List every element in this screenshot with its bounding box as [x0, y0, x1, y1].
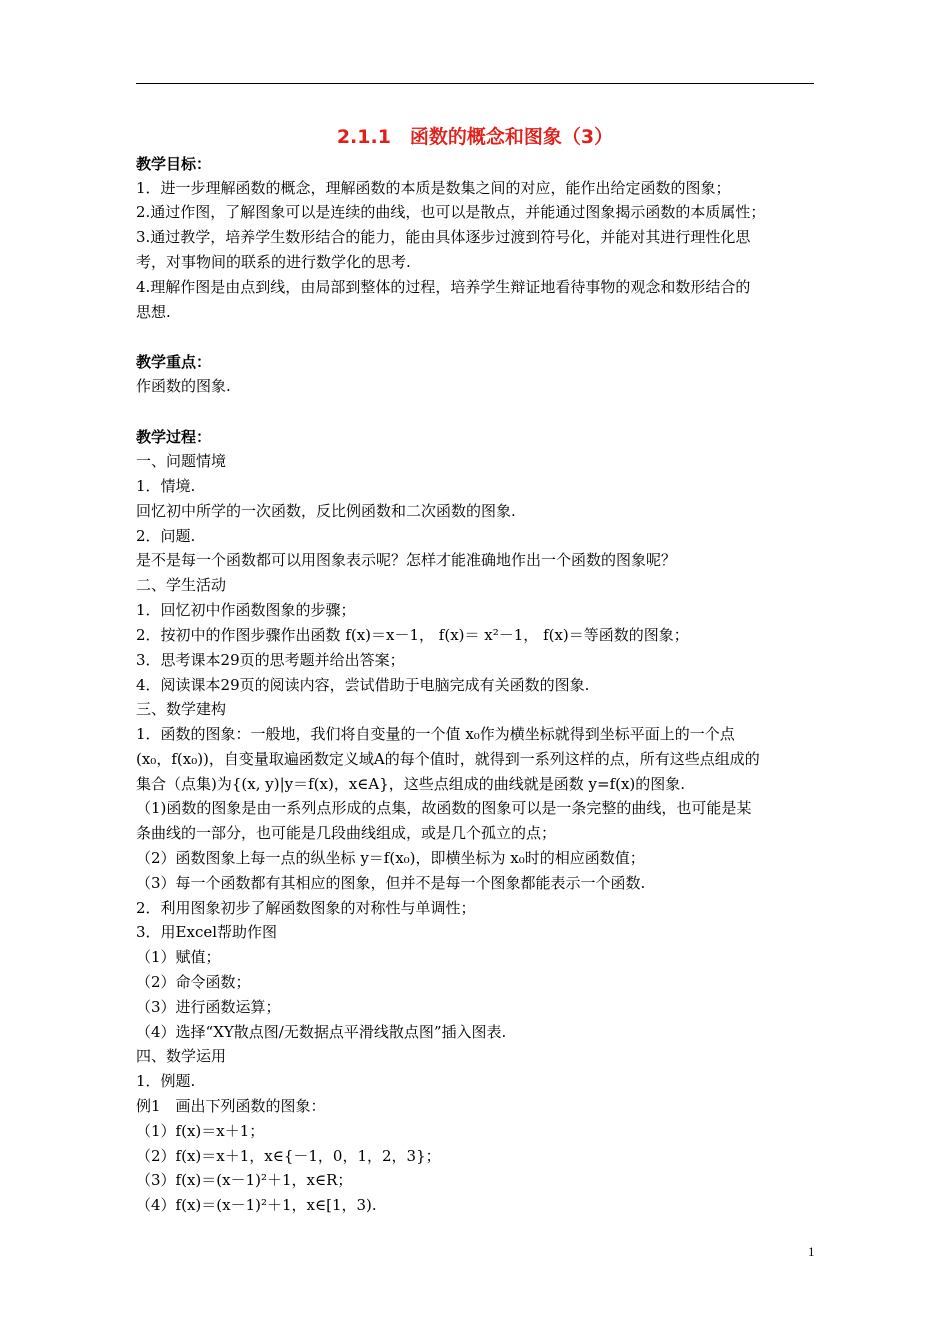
text-line: 1．情境. — [136, 477, 196, 495]
text-line: 1．回忆初中作函数图象的步骤； — [136, 601, 356, 619]
text-line: （2）命令函数； — [136, 973, 251, 991]
text-line: 3．用Excel帮助作图 — [136, 923, 278, 941]
text-line: （3）f(x)＝(x－1)²＋1，x∈R； — [136, 1171, 353, 1189]
text-line: 一、问题情境 — [136, 452, 227, 470]
text-line: 2．按初中的作图步骤作出函数 f(x)＝x－1， f(x)＝ x²－1， f(x)＝等函数的图象； — [136, 626, 689, 644]
text-line: 是不是每一个函数都可以用图象表示呢？怎样才能准确地作出一个函数的图象呢？ — [136, 551, 677, 569]
text-line: （4）选择“XY散点图/无数据点平滑线散点图”插入图表. — [136, 1023, 507, 1041]
text-line: （3）进行函数运算； — [136, 998, 281, 1016]
text-line: （1）赋值； — [136, 948, 221, 966]
text-line: 条曲线的一部分，也可能是几段曲线组成，或是几个孤立的点； — [136, 824, 557, 842]
section-heading: 教学目标： — [136, 155, 212, 173]
header-rule — [136, 83, 814, 84]
text-line: 例1 画出下列函数的图象： — [136, 1097, 326, 1115]
text-line: 2．利用图象初步了解函数图象的对称性与单调性； — [136, 899, 476, 917]
text-line: 4.理解作图是由点到线，由局部到整体的过程，培养学生辩证地看待事物的观念和数形结合的 — [136, 278, 751, 296]
text-line: （2）函数图象上每一点的纵坐标 y＝f(x₀)，即横坐标为 x₀时的相应函数值； — [136, 849, 645, 867]
text-line: 2．问题. — [136, 527, 196, 545]
text-line: 思想. — [136, 303, 171, 321]
text-line: 作函数的图象. — [136, 377, 231, 395]
text-line: 3.通过教学，培养学生数形结合的能力，能由具体逐步过渡到符号化，并能对其进行理性化思 — [136, 228, 751, 246]
text-line: 1．函数的图象：一般地，我们将自变量的一个值 x₀作为横坐标就得到坐标平面上的一个点 — [136, 725, 735, 743]
text-line: （4）f(x)＝(x－1)²＋1，x∈[1，3). — [136, 1196, 377, 1214]
text-line: 二、学生活动 — [136, 576, 227, 594]
section-heading: 教学重点： — [136, 353, 212, 371]
section-heading: 教学过程： — [136, 428, 212, 446]
text-line: 1．例题. — [136, 1072, 196, 1090]
text-line: (x₀，f(x₀))，自变量取遍函数定义域A的每个值时，就得到一系列这样的点，所有这些点组成的 — [136, 750, 760, 768]
text-line: （3）每一个函数都有其相应的图象，但并不是每一个图象都能表示一个函数. — [136, 874, 646, 892]
page-number: 1 — [808, 1244, 815, 1259]
text-line: 4．阅读课本29页的阅读内容，尝试借助于电脑完成有关函数的图象. — [136, 676, 590, 694]
text-line: 考，对事物间的联系的进行数学化的思考. — [136, 253, 411, 271]
text-line: 回忆初中所学的一次函数，反比例函数和二次函数的图象. — [136, 502, 516, 520]
page-title: 2.1.1 函数的概念和图象（3） — [336, 126, 614, 148]
text-line: （1)函数的图象是由一系列点形成的点集，故函数的图象可以是一条完整的曲线，也可能是某 — [136, 799, 752, 817]
text-line: 四、数学运用 — [136, 1047, 227, 1065]
text-line: 三、数学建构 — [136, 700, 227, 718]
text-line: 1．进一步理解函数的概念，理解函数的本质是数集之间的对应，能作出给定函数的图象； — [136, 179, 731, 197]
text-line: （2）f(x)＝x＋1，x∈{－1，0，1，2，3}； — [136, 1147, 441, 1165]
text-line: 2.通过作图，了解图象可以是连续的曲线，也可以是散点，并能通过图象揭示函数的本质属性； — [136, 203, 766, 221]
text-line: （1）f(x)＝x＋1； — [136, 1122, 265, 1140]
text-line: 集合（点集)为{(x, y)|y＝f(x)，x∈A}，这些点组成的曲线就是函数 y=f(x)的图象. — [136, 775, 686, 793]
text-line: 3．思考课本29页的思考题并给出答案； — [136, 651, 405, 669]
